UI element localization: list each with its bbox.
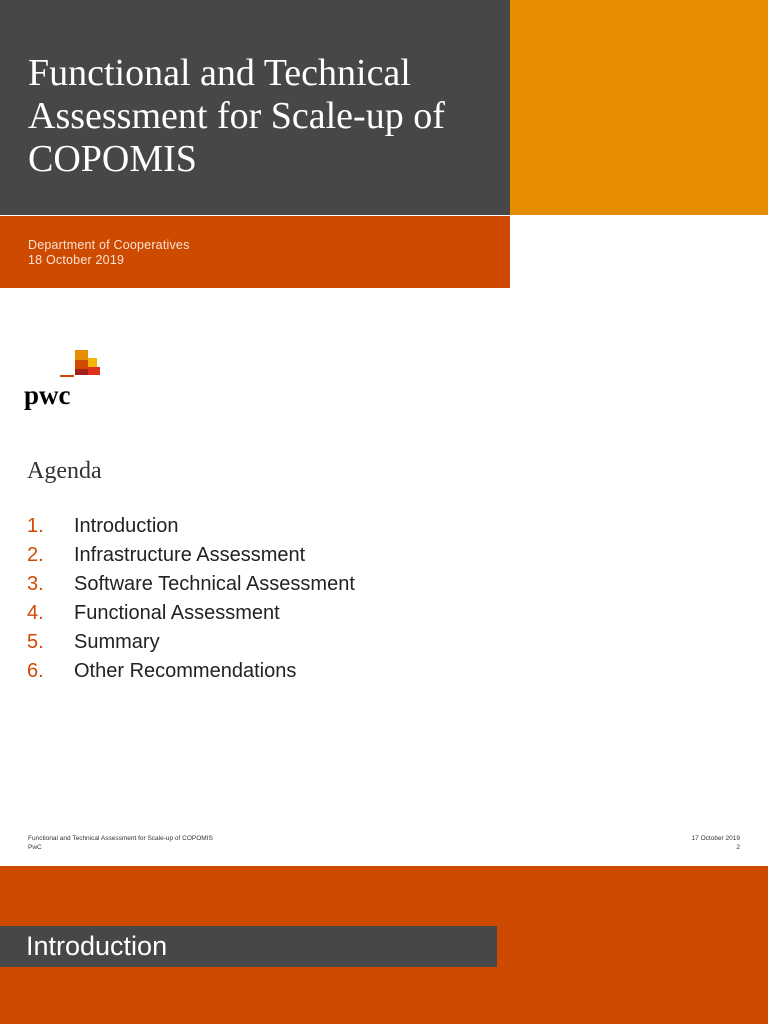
section-title: Introduction — [26, 931, 168, 961]
agenda-item-number: 3. — [27, 573, 44, 595]
agenda-heading: Agenda — [27, 458, 102, 484]
footer-document-title: Functional and Technical Assessment for Scale-up of COPOMIS — [28, 835, 213, 842]
cover-title-block — [0, 0, 510, 215]
agenda-item-number: 5. — [27, 631, 44, 653]
pwc-logo — [24, 348, 104, 410]
pwc-wordmark: pwc — [24, 380, 71, 410]
agenda-item-number: 4. — [27, 602, 44, 624]
cover-accent-block — [510, 0, 768, 215]
page-footer-left — [28, 834, 213, 852]
footer-date: 17 October 2019 — [691, 835, 740, 842]
agenda-item-number: 1. — [27, 515, 44, 537]
department-name: Department of Cooperatives — [28, 238, 190, 252]
cover-subtitle-band — [0, 216, 510, 288]
agenda-item-label: Software Technical Assessment — [74, 573, 355, 595]
agenda-item — [27, 657, 627, 686]
agenda-item-label: Introduction — [74, 515, 179, 537]
agenda-item-label: Summary — [74, 631, 160, 653]
page-footer-right — [692, 834, 740, 852]
footer-company: PwC — [28, 844, 42, 851]
agenda-item-label: Other Recommendations — [74, 660, 297, 682]
agenda-item-number: 6. — [27, 660, 44, 682]
agenda-item — [27, 570, 627, 599]
footer-page-number: 2 — [736, 844, 740, 851]
agenda-item-number: 2. — [27, 544, 44, 566]
agenda-item-label: Functional Assessment — [74, 602, 280, 624]
agenda-item — [27, 599, 627, 628]
agenda-item — [27, 628, 627, 657]
agenda-item — [27, 541, 627, 570]
document-title: Functional and Technical Assessment for Scale-up of COPOMIS — [28, 52, 445, 180]
cover-date: 18 October 2019 — [28, 253, 125, 267]
agenda-item — [27, 512, 627, 541]
agenda-item-label: Infrastructure Assessment — [74, 544, 306, 566]
agenda-list — [27, 512, 627, 686]
